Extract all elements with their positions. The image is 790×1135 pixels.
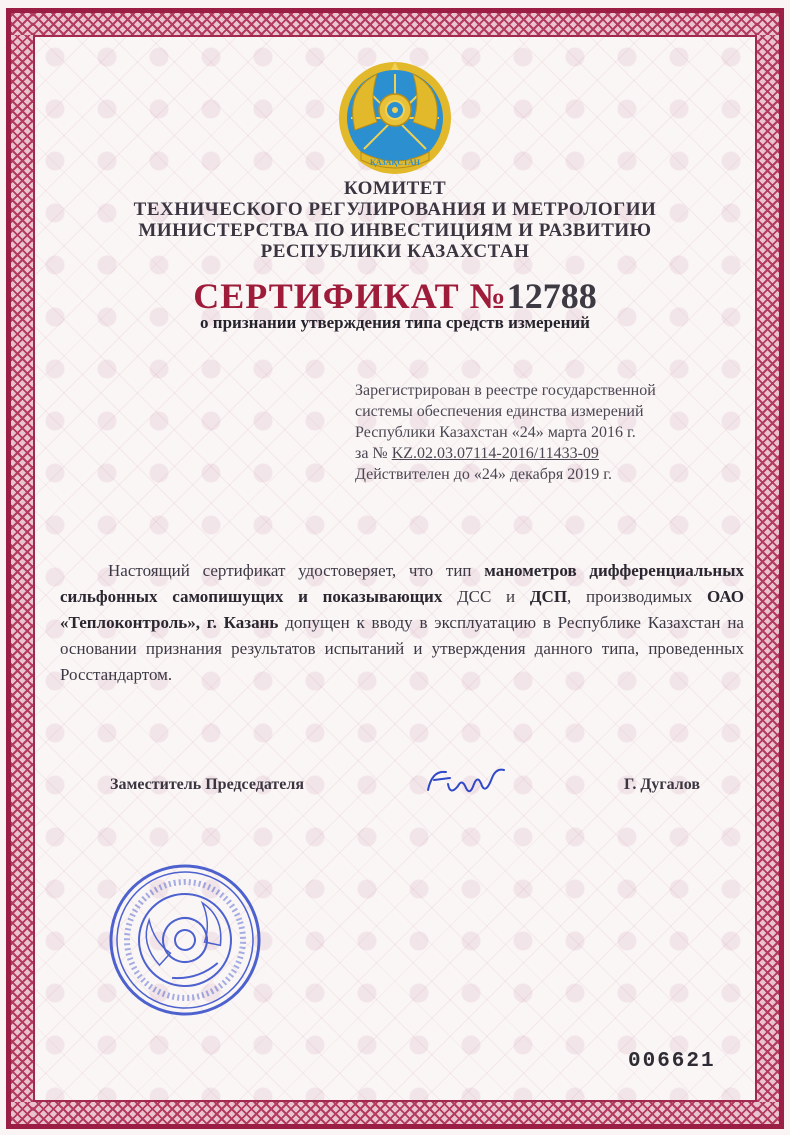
validity-line: Действителен до «24» декабря 2019 г. bbox=[355, 466, 612, 483]
registration-line-1: Зарегистрирован в реестре государственной bbox=[355, 382, 656, 399]
issuing-authority bbox=[60, 178, 730, 262]
header-line-4: РЕСПУБЛИКИ КАЗАХСТАН bbox=[260, 241, 530, 262]
statement-part-1: Настоящий сертификат удостоверяет, что тип bbox=[108, 561, 485, 580]
registration-number-prefix: за № bbox=[355, 445, 392, 462]
certificate-number: 12788 bbox=[506, 276, 597, 316]
header-line-1: КОМИТЕТ bbox=[343, 178, 447, 199]
statement-part-3: , производимых bbox=[567, 587, 707, 606]
manufacturer: ОАО «Теплоконтроль», г. Казань bbox=[60, 587, 744, 632]
statement-part-2: ДСС и bbox=[442, 587, 530, 606]
instrument-type: манометров дифференциальных сильфонных самопишущих и показывающих bbox=[60, 561, 744, 606]
header-line-3: МИНИСТЕРСТВА ПО ИНВЕСТИЦИЯМ И РАЗВИТИЮ bbox=[138, 220, 652, 241]
registration-line-2: системы обеспечения единства измерений bbox=[355, 403, 644, 420]
signatory-name: Г. Дугалов bbox=[623, 776, 700, 793]
emblem-ribbon-text: ҚАЗАҚСТАН bbox=[370, 158, 420, 167]
official-seal-icon bbox=[105, 860, 265, 1020]
signature-row bbox=[110, 772, 700, 806]
certificate-title-text: СЕРТИФИКАТ № bbox=[193, 276, 507, 316]
certificate-statement bbox=[60, 558, 744, 688]
serial-number: 006621 bbox=[628, 1050, 716, 1073]
state-emblem-icon bbox=[335, 60, 455, 178]
certificate-subtitle: о признании утверждения типа средств измерений bbox=[200, 313, 590, 332]
registration-number: KZ.02.03.07114-2016/11433-09 bbox=[391, 445, 599, 462]
signatory-role: Заместитель Председателя bbox=[110, 776, 305, 793]
registration-line-4 bbox=[355, 443, 735, 464]
instrument-model: ДСП bbox=[529, 587, 568, 606]
signature-icon bbox=[420, 760, 510, 804]
registration-info bbox=[355, 380, 735, 485]
registration-line-3: Республики Казахстан «24» марта 2016 г. bbox=[355, 424, 636, 441]
header-line-2: ТЕХНИЧЕСКОГО РЕГУЛИРОВАНИЯ И МЕТРОЛОГИИ bbox=[133, 199, 657, 220]
statement-part-4: допущен к вводу в эксплуатацию в Республике Казахстан на основании признания результатов испытаний и утверждения данного типа, проведенных Росстандартом. bbox=[60, 613, 744, 684]
